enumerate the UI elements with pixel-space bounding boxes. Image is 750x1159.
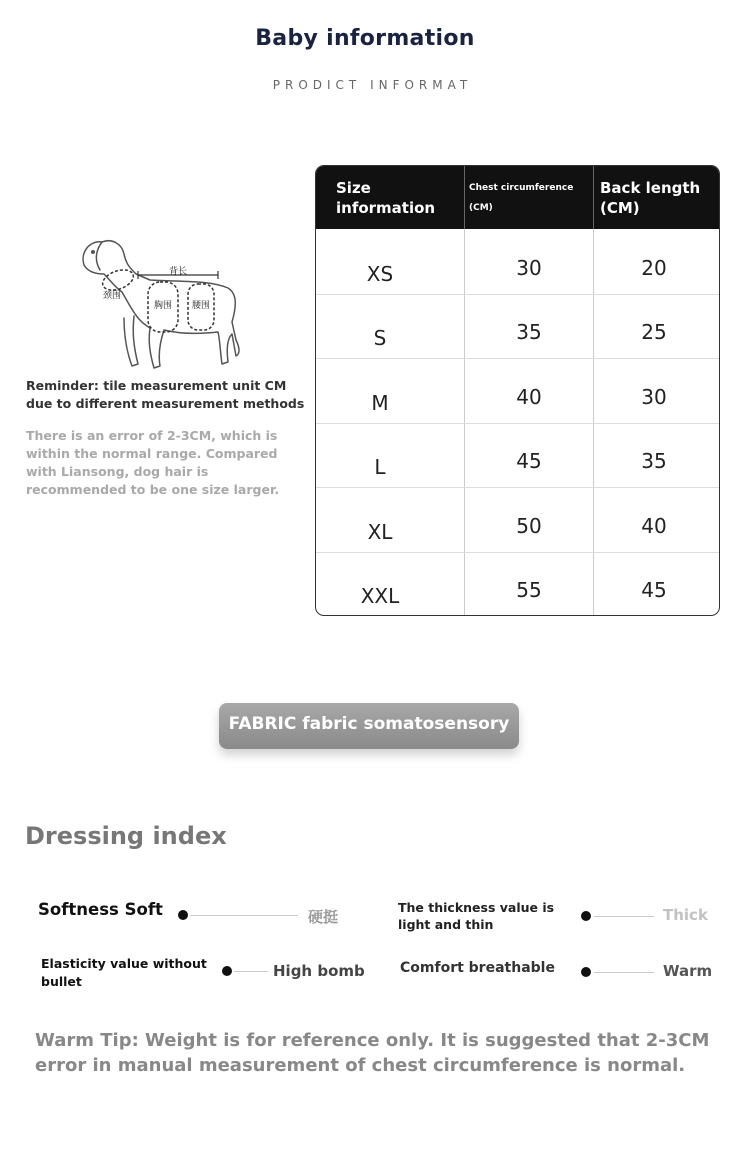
dog-measurement-illustration bbox=[60, 230, 260, 380]
softness-indicator bbox=[178, 910, 188, 920]
page-title: Baby information bbox=[255, 26, 475, 51]
chest-cell: 35 bbox=[465, 295, 594, 359]
softness-scale-line bbox=[190, 915, 298, 916]
elasticity-scale-line bbox=[234, 971, 268, 972]
table-header bbox=[316, 166, 719, 229]
chest-cell: 30 bbox=[465, 229, 594, 294]
back-cell: 30 bbox=[641, 384, 667, 409]
comfort-indicator bbox=[581, 967, 591, 977]
header-size: Size information bbox=[316, 166, 465, 229]
chest-cell: 50 bbox=[465, 488, 594, 552]
back-cell: 35 bbox=[641, 449, 667, 473]
back-length-label: 背长 bbox=[168, 267, 188, 277]
header-chest: Chest circumference (CM) bbox=[465, 166, 594, 229]
table-row bbox=[316, 294, 719, 359]
chest-cell: 55 bbox=[465, 553, 594, 617]
size-cell: XL bbox=[316, 488, 465, 552]
comfort-scale-line bbox=[594, 972, 654, 973]
size-cell: M bbox=[316, 359, 465, 423]
back-cell: 40 bbox=[641, 513, 667, 538]
back-cell: 45 bbox=[641, 578, 667, 602]
thickness-label: The thickness value is light and thin bbox=[398, 900, 555, 932]
size-cell: XXL bbox=[316, 553, 465, 617]
chest-cell: 45 bbox=[465, 424, 594, 488]
chest-label: 胸围 bbox=[153, 301, 173, 311]
back-cell: 20 bbox=[641, 255, 667, 280]
waist-label: 腰围 bbox=[191, 301, 211, 311]
softness-end-label: 硬挺 bbox=[308, 908, 339, 926]
neck-label: 颈围 bbox=[102, 291, 122, 301]
size-cell: L bbox=[316, 424, 465, 488]
elasticity-label: Elasticity value without bullet bbox=[41, 956, 207, 989]
size-cell: S bbox=[316, 295, 465, 359]
comfort-label: Comfort breathable bbox=[400, 960, 555, 976]
elasticity-end-label: High bomb bbox=[273, 962, 365, 980]
reminder-note: There is an error of 2-3CM, which is within the normal range. Compared with Liansong, dog hair is recommended to be one size larger. bbox=[26, 428, 280, 497]
reminder-text: Reminder: tile measurement unit CM due to different measurement methods bbox=[26, 378, 305, 411]
table-row bbox=[316, 229, 719, 294]
warm-tip: Warm Tip: Weight is for reference only. It is suggested that 2-3CM error in manual measurement of chest circumference is normal. bbox=[35, 1030, 710, 1076]
table-row bbox=[316, 358, 719, 423]
header-back: Back length (CM) bbox=[600, 178, 701, 217]
fabric-banner: FABRIC fabric somatosensory bbox=[219, 703, 519, 749]
comfort-end-label: Warm bbox=[663, 962, 713, 980]
page-subtitle: PRODICT INFORMAT bbox=[272, 78, 473, 92]
thickness-indicator bbox=[581, 911, 591, 921]
back-cell: 25 bbox=[641, 320, 667, 344]
table-row bbox=[316, 423, 719, 488]
elasticity-indicator bbox=[222, 966, 232, 976]
table-body bbox=[316, 229, 719, 616]
size-cell: XS bbox=[316, 229, 465, 294]
table-row bbox=[316, 487, 719, 552]
chest-cell: 40 bbox=[465, 359, 594, 423]
size-table bbox=[315, 165, 720, 616]
table-row bbox=[316, 552, 719, 617]
dressing-index-title: Dressing index bbox=[25, 822, 227, 850]
softness-label: Softness Soft bbox=[38, 900, 163, 919]
thickness-scale-line bbox=[594, 916, 654, 917]
thickness-end-label: Thick bbox=[663, 906, 708, 924]
